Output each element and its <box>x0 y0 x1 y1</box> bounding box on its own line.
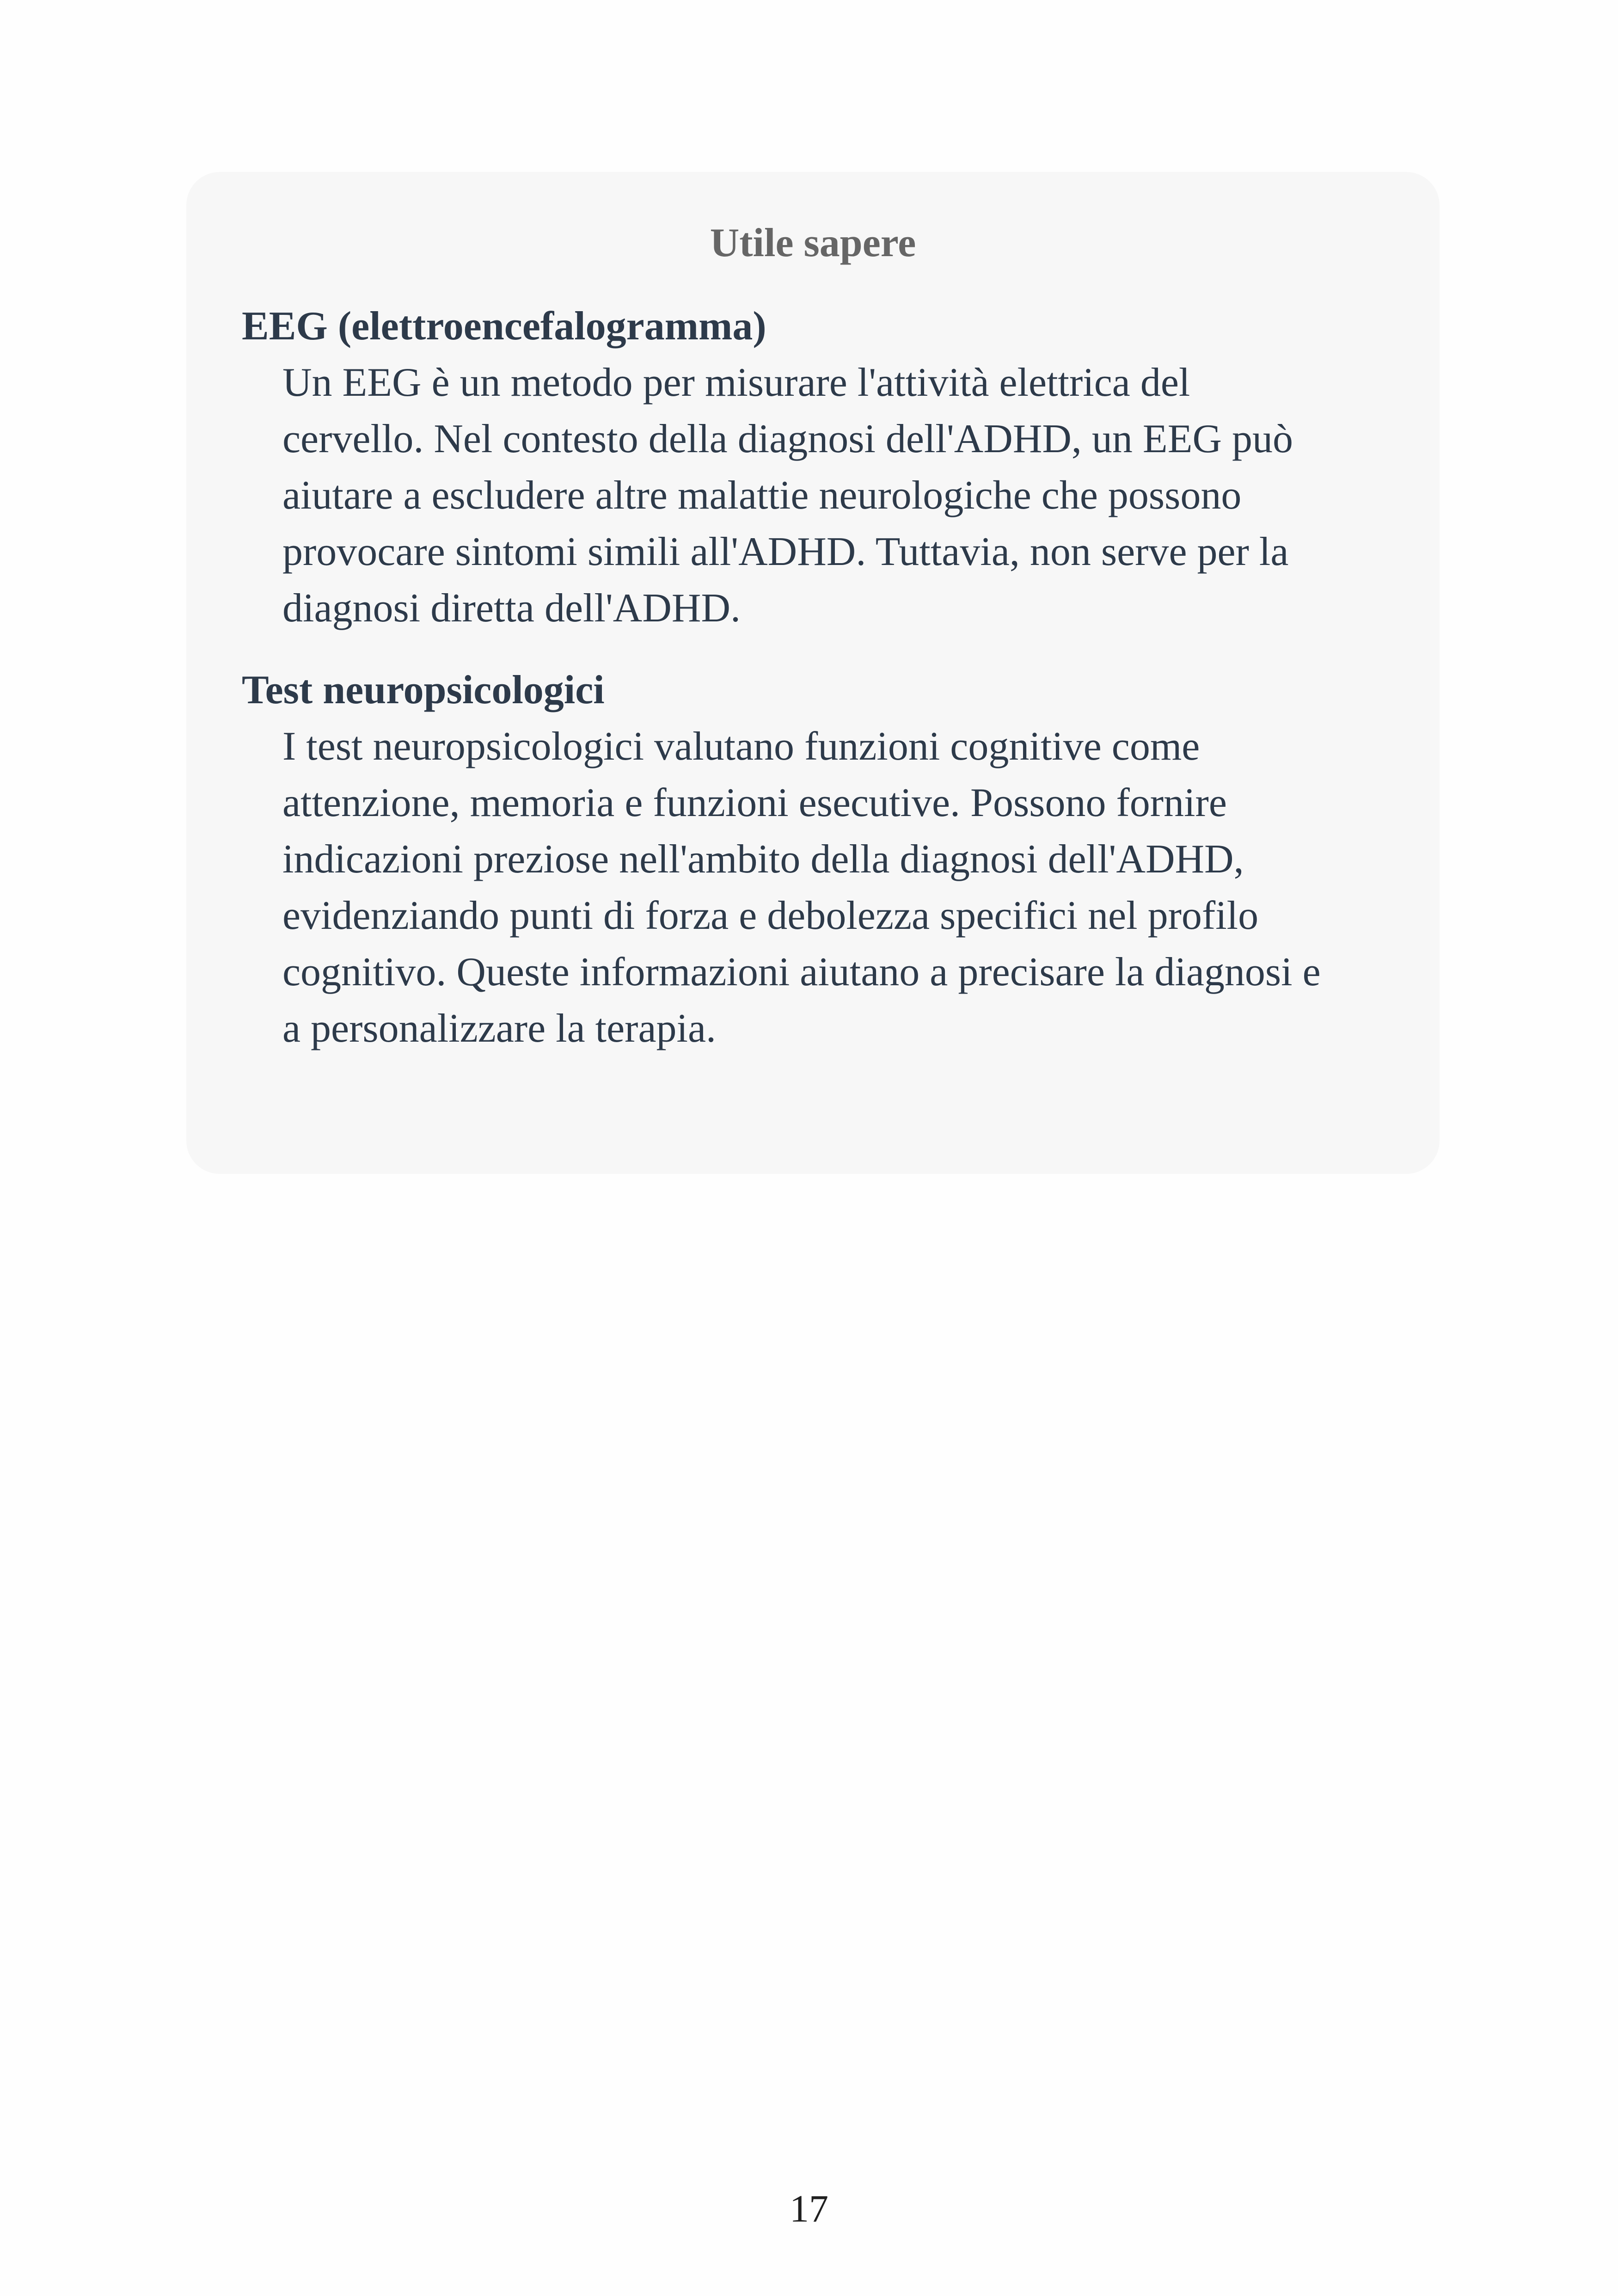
definition-line: Un EEG è un metodo per misurare l'attività elettrica del <box>282 360 1190 405</box>
info-box-title: Utile sapere <box>710 221 916 265</box>
info-box <box>186 172 1440 1174</box>
definition-line: a personalizzare la terapia. <box>282 1006 717 1051</box>
definition-line: attenzione, memoria e funzioni esecutive. Possono fornire <box>282 780 1227 825</box>
definition-line: cervello. Nel contesto della diagnosi dell'ADHD, un EEG può <box>282 417 1293 461</box>
page-number: 17 <box>790 2187 828 2230</box>
definition-line: cognitivo. Queste informazioni aiutano a precisare la diagnosi e <box>282 950 1321 995</box>
glossary-term: Test neuropsicologici <box>242 668 605 712</box>
glossary-definition <box>282 355 1384 637</box>
glossary-entry-test-neuropsicologici <box>242 662 1384 1057</box>
definition-line: evidenziando punti di forza e debolezza specifici nel profilo <box>282 893 1259 938</box>
definition-line: provocare sintomi simili all'ADHD. Tuttavia, non serve per la <box>282 529 1289 574</box>
definition-line: indicazioni preziose nell'ambito della diagnosi dell'ADHD, <box>282 837 1244 882</box>
definition-line: I test neuropsicologici valutano funzioni cognitive come <box>282 724 1200 769</box>
definition-line: diagnosi diretta dell'ADHD. <box>282 586 741 631</box>
glossary-entry-eeg <box>242 298 1384 637</box>
definition-line: aiutare a escludere altre malattie neurologiche che possono <box>282 473 1242 518</box>
glossary-term: EEG (elettroencefalogramma) <box>242 304 766 349</box>
glossary-definition <box>282 718 1384 1057</box>
